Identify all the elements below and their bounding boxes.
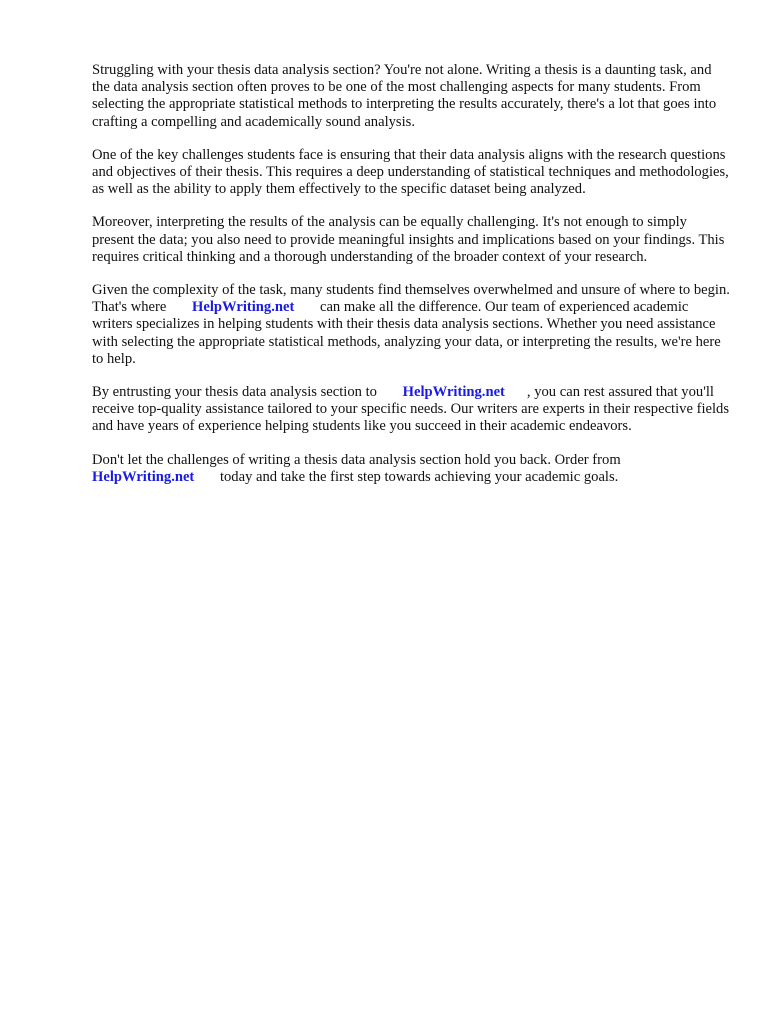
paragraph-entrusting (92, 384, 732, 436)
paragraph-text: can make all the difference. Our team of experienced academic writers specializes in helping students with their thesis data analysis sections. Whether you need assistance with selecting the appropriate statistical methods, analyzing your data, or interpreting the results, we're here to help. (92, 299, 721, 367)
paragraph-interpreting: Moreover, interpreting the results of the analysis can be equally challenging. It's not enough to simply present the data; you also need to provide meaningful insights and implications based on your findings. This requires critical thinking and a thorough understanding of the broader context of your research. (92, 214, 725, 265)
paragraph-complexity (92, 282, 732, 368)
helpwriting-link[interactable]: HelpWriting.net (92, 468, 195, 485)
document-body (92, 62, 732, 502)
helpwriting-link[interactable]: HelpWriting.net (402, 384, 505, 401)
paragraph-challenges: One of the key challenges students face is ensuring that their data analysis aligns with the research questions and objectives of their thesis. This requires a deep understanding of statistical techniques and methodologies, as well as the ability to apply them effectively to the specific dataset being analyzed. (92, 146, 729, 198)
paragraph-call-to-action (92, 452, 732, 486)
paragraph-text: today and take the first step towards achieving your academic goals. (219, 468, 619, 485)
paragraph-text: Given the complexity of the task, many students find themselves overwhelmed and unsure of where to begin. That's where (92, 282, 730, 316)
helpwriting-link[interactable]: HelpWriting.net (192, 299, 295, 316)
paragraph-text: , you can rest assured that you'll receive top-quality assistance tailored to your specific needs. Our writers are experts in their respective fields and have years of experience helping students like you succeed in their academic endeavors. (92, 384, 730, 435)
paragraph-intro: Struggling with your thesis data analysis section? You're not alone. Writing a thesis is a daunting task, and the data analysis section often proves to be one of the most challenging aspects for many students. From selecting the appropriate statistical methods to interpreting the results accurately, there's a lot that goes into crafting a compelling and academically sound analysis. (92, 62, 717, 130)
paragraph-text: Don't let the challenges of writing a thesis data analysis section hold you back. Order from (92, 451, 621, 468)
paragraph-text: By entrusting your thesis data analysis section to (92, 384, 377, 401)
